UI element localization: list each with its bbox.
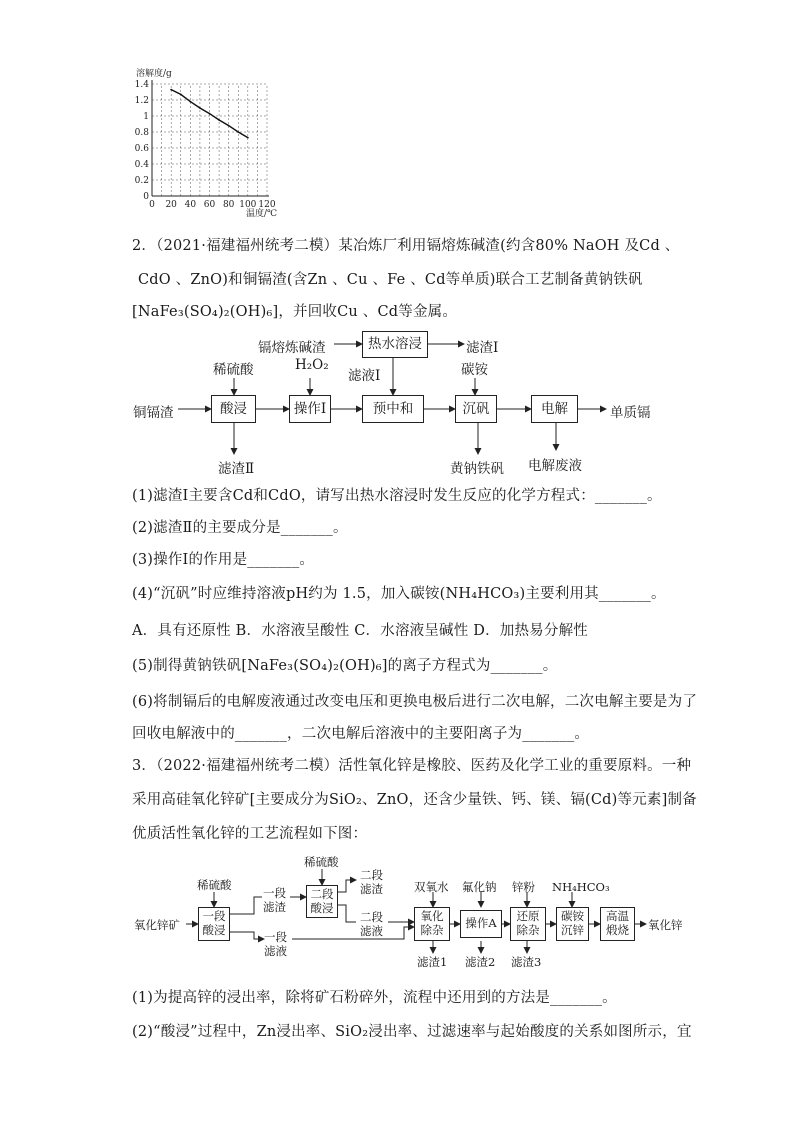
q3-zn: 锌粉	[512, 880, 535, 894]
q3-leach-1-box	[198, 907, 230, 941]
q3-reduce-text: 还原 除杂	[516, 909, 540, 937]
q3-op-a-box: 操作A	[460, 910, 502, 938]
q3-acid-a: 稀硫酸	[197, 878, 232, 892]
chart-x-tick-label: 120	[258, 200, 276, 210]
chart-data-point	[180, 94, 182, 96]
q2-question-2: (2)滤渣Ⅱ的主要成分是_______。	[132, 520, 348, 536]
q2-intro-line-2: CdO 、ZnO)和铜镉渣(含Zn 、Cu 、Fe 、Cd等单质)联合工艺制备黄钠铁矾	[138, 272, 643, 288]
q2-precip-box: 沉矾	[455, 395, 497, 423]
q3-res-2: 滤渣2	[465, 955, 496, 969]
q3-h2o2: 双氧水	[414, 880, 449, 894]
q3-intro-line-3: 优质活性氧化锌的工艺流程如下图：	[132, 826, 368, 842]
q2-question-1: (1)滤渣Ⅰ主要含Cd和CdO，请写出热水溶浸时发生反应的化学方程式：_______。	[132, 488, 662, 504]
q3-precip-box	[556, 907, 589, 941]
q2-question-4-options: A．具有还原性 B．水溶液呈酸性 C．水溶液呈碱性 D．加热易分解性	[132, 623, 588, 639]
q3-residue-2: 二段 滤渣	[360, 868, 383, 897]
chart-x-tick-label: 0	[149, 200, 155, 210]
q3-oxidize-text: 氧化 除杂	[420, 909, 444, 937]
q3-calcine-text: 高温 煅烧	[606, 909, 629, 937]
chart-y-tick-label: 0.6	[134, 144, 149, 154]
chart-y-tick-label: 1	[143, 112, 149, 122]
chart-x-tick-label: 20	[165, 200, 177, 210]
chart-x-tick-label: 100	[239, 200, 257, 210]
q2-electrolysis-box: 电解	[531, 395, 578, 423]
q2-input-top: 镉熔炼碱渣	[258, 340, 326, 356]
chart-y-tick-label: 0.8	[134, 128, 149, 138]
q2-residue-2: 滤渣Ⅱ	[218, 461, 255, 477]
chart-y-tick-label: 1.2	[134, 96, 149, 106]
q2-op1-box: 操作Ⅰ	[289, 395, 331, 423]
q2-filtrate-1: 滤液Ⅰ	[348, 368, 381, 384]
chart-data-point	[228, 125, 230, 127]
q2-hot-water-box: 热水溶浸	[362, 331, 428, 358]
q3-precip-text: 碳铵 沉锌	[561, 909, 584, 937]
chart-y-tick-label: 0	[143, 192, 149, 202]
q3-input: 氧化锌矿	[134, 918, 180, 932]
q2-question-4: (4)“沉矾”时应维持溶液pH约为 1.5，加入碳铵(NH₄HCO₃)主要利用其_______。	[132, 586, 666, 602]
q3-question-2: (2)“酸浸”过程中，Zn浸出率、SiO₂浸出率、过滤速率与起始酸度的关系如图所示，宜	[132, 1024, 692, 1040]
q3-leach-1-text: 一段 酸浸	[202, 909, 226, 937]
chart-data-point	[170, 89, 172, 91]
chart-data-point	[247, 137, 249, 139]
q2-dilute-acid: 稀硫酸	[213, 362, 254, 378]
chart-data-point	[189, 101, 191, 103]
q3-intro-line-2: 采用高硅氧化锌矿[主要成分为SiO₂、ZnO，还含少量铁、钙、镁、镉(Cd)等元素]制备	[132, 792, 697, 808]
q2-ammonium: 碳铵	[461, 362, 488, 378]
q3-leach-2-box	[306, 885, 338, 918]
chart-data-point	[218, 119, 220, 121]
q2-waste: 电解废液	[528, 458, 582, 474]
chart-y-tick-label: 1.4	[134, 80, 149, 90]
q3-nh4hco3: NH₄HCO₃	[552, 880, 610, 894]
chart-y-tick-label: 0.4	[134, 160, 149, 170]
q3-residue-1: 一段 滤渣	[263, 886, 286, 915]
q3-filtrate-1: 一段 滤液	[264, 930, 287, 959]
q3-intro-line-1: 3．（2022·福建福州统考二模）活性氧化锌是橡胶、医药及化学工业的重要原料。一种	[132, 758, 692, 774]
q2-h2o2: H₂O₂	[295, 357, 329, 373]
chart-data-point	[199, 107, 201, 109]
solubility-chart	[130, 66, 290, 218]
chart-data-point	[237, 131, 239, 133]
q3-reduce-box	[510, 907, 546, 941]
q3-acid-b: 稀硫酸	[304, 855, 339, 869]
q2-question-3: (3)操作Ⅰ的作用是_______。	[132, 552, 315, 568]
chart-data-point	[209, 113, 211, 115]
chart-x-tick-label: 80	[222, 200, 235, 210]
q2-pre-neutral-box: 预中和	[362, 395, 424, 423]
q3-filtrate-2: 二段 滤液	[360, 910, 383, 939]
q2-intro-line-1: 2．（2021·福建福州统考二模）某冶炼厂利用镉熔炼碱渣(约含80% NaOH 及Cd 、	[132, 238, 680, 254]
q2-residue-1: 滤渣Ⅰ	[466, 340, 499, 356]
chart-x-tick-label: 60	[203, 200, 216, 210]
chart-x-tick-label: 40	[184, 200, 197, 210]
q2-acid-leach-box: 酸浸	[211, 395, 256, 423]
q3-res-3: 滤渣3	[511, 955, 542, 969]
q3-leach-2-text: 二段 酸浸	[310, 886, 334, 915]
q3-product: 氧化锌	[648, 918, 683, 932]
chart-y-tick-label: 0.2	[134, 176, 149, 186]
q2-product: 单质镉	[610, 405, 651, 421]
q2-question-5: (5)制得黄钠铁矾[NaFe₃(SO₄)₂(OH)₆]的离子方程式为_______。	[132, 658, 558, 674]
q3-question-1: (1)为提高锌的浸出率，除将矿石粉碎外，流程中还用到的方法是_______。	[132, 990, 617, 1006]
q3-calcine-box	[600, 907, 635, 941]
q2-jarosite: 黄钠铁矾	[450, 461, 504, 477]
q2-intro-line-3: [NaFe₃(SO₄)₂(OH)₆]，并回收Cu 、Cd等金属。	[132, 304, 458, 320]
chart-ylabel: 溶解度/g	[136, 69, 172, 79]
q3-oxidize-box	[414, 907, 450, 941]
chart-xlabel: 温度/℃	[246, 209, 278, 218]
q2-question-6-line-1: (6)将制镉后的电解废液通过改变电压和更换电极后进行二次电解，二次电解主要是为了	[132, 694, 698, 710]
q2-question-6-line-2: 回收电解液中的_______，二次电解后溶液中的主要阳离子为_______。	[132, 726, 590, 742]
q2-input-left: 铜镉渣	[133, 405, 174, 421]
q3-naf: 氟化钠	[462, 880, 497, 894]
q3-res-1: 滤渣1	[417, 955, 448, 969]
